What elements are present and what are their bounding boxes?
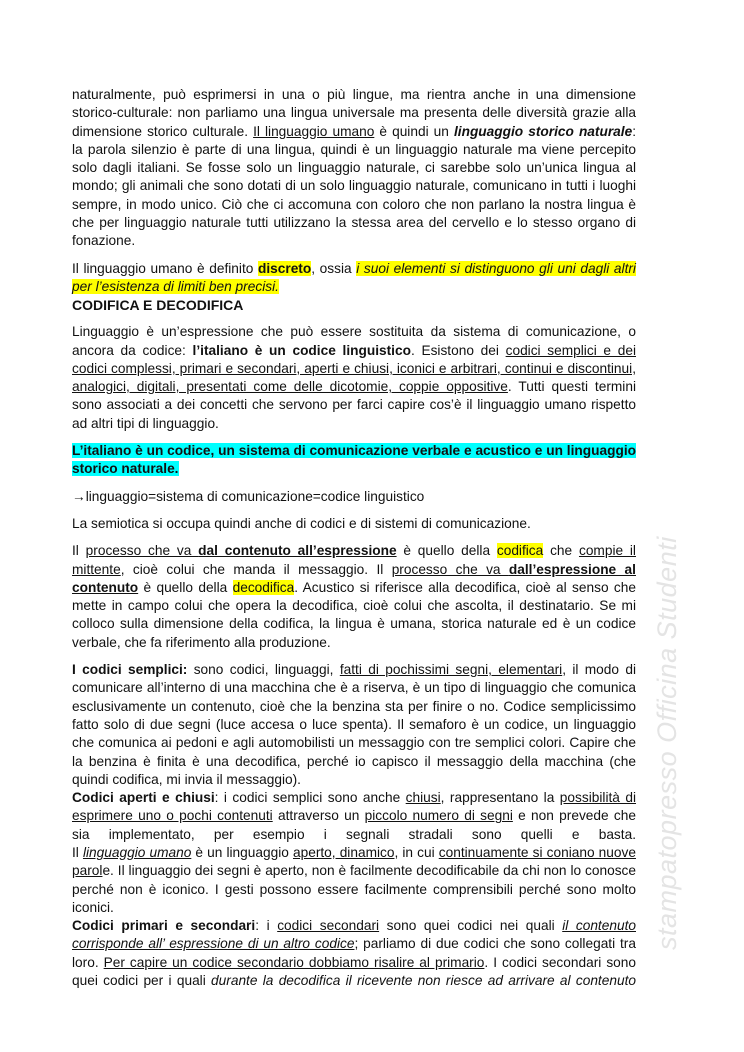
text-run: codici semplici e dei codici complessi, primari e secondari, aperti e chiusi, iconici e arbitrari, continui e discontinui, analogici, digitali, presentati come delle dicotomie, coppie oppositive xyxy=(72,342,636,395)
text-run: Il xyxy=(72,844,83,860)
text-run: dal contenuto all’espressione xyxy=(198,543,397,559)
text-run: naturalmente, può esprimersi in una o più lingue, ma rientra anche in una dimensione storico-culturale: non parliamo una lingua universale ma presenta delle diversità grazie alla dimensione storico culturale. xyxy=(72,87,636,139)
text-run: processo che va xyxy=(391,561,509,577)
text-run: linguaggio umano xyxy=(82,844,192,860)
text-run: . I codici secondari sono quei codici per i quali xyxy=(72,954,636,989)
text-run: compie il mittente xyxy=(72,543,636,577)
text-run: codici secondari xyxy=(277,918,380,934)
text-run: processo che va xyxy=(85,543,199,559)
highlighted-text: discreto xyxy=(257,260,312,276)
watermark: stampatopresso Officina Studenti xyxy=(652,536,682,950)
highlighted-text: decodifica xyxy=(232,579,295,595)
text-run: Il linguaggio umano xyxy=(253,123,375,139)
text-run: , il modo di comunicare all’interno di una macchina che è a riserva, è un tipo di linguaggio che comunica esclusivamente un contenuto, cioè che la benzina sta per finire o no. Codice semplicissimo fatto solo di due segni (luce accesa o luce spenta). Il semaforo è un codice, un linguaggio che comunica ai pedoni e agli automobilisti un messaggio con tre semplici colori. Capire che la benzina è finita è una decodifica, perché io capisco il messaggio della macchina (che quindi codifica, mi invia il messaggio). xyxy=(72,662,637,787)
text-run: . Esistono dei xyxy=(410,342,506,358)
text-run: e non prevede che sia implementato, per esempio i segnali stradali sono quelli e basta. xyxy=(72,808,636,842)
text-run: attraverso un xyxy=(272,808,365,824)
text-run: , ossia xyxy=(311,260,357,276)
text-run: è quello della xyxy=(138,579,233,595)
paragraph xyxy=(72,542,636,652)
text-run: è quello della xyxy=(396,543,497,559)
paragraph xyxy=(72,789,636,844)
text-run: aperto, dinamico xyxy=(292,844,395,860)
paragraph xyxy=(72,86,636,251)
text-run: linguaggio storico naturale xyxy=(453,123,633,139)
text-run: e. Il linguaggio dei segni è aperto, non è facilmente decodificabile da chi non lo conosce perché non è iconico. I gesti possono essere facilmente comprensibili perché sono molto iconici. xyxy=(72,863,636,915)
text-run: Per capire un codice secondario dobbiamo risalire al primario xyxy=(103,954,485,970)
paragraph xyxy=(72,844,636,917)
text-run: , in cui xyxy=(394,844,439,860)
highlighted-text: codifica xyxy=(496,543,544,559)
text-run: chiusi xyxy=(405,790,441,806)
text-run: Il xyxy=(72,543,86,559)
text-run: il contenuto corrisponde all’ espressione di un altro codice xyxy=(72,918,636,952)
text-run: dall’espressione al contenuto xyxy=(72,561,636,595)
text-run: →linguaggio=sistema di comunicazione=codice linguistico xyxy=(72,488,425,504)
paragraph xyxy=(72,323,636,433)
text-run: continuamente si coniano nuove parol xyxy=(72,844,636,879)
paragraph xyxy=(72,260,636,297)
paragraph xyxy=(72,442,636,479)
text-run: : la parola silenzio è parte di una lingua, quindi è un linguaggio naturale ma viene percepito solo dagli italiani. Se fosse solo un linguaggio naturale, ci sarebbe solo un’unica lingua al mondo; gli animali che sono dotati di un solo linguaggio naturale, comunicano in tutti i luoghi sempre, in modo unico. Ciò che ci accomuna con coloro che non parlano la nostra lingua è che per linguaggio naturale tutti utilizzano la stessa area del cervello e lo stesso organo di fonazione. xyxy=(72,123,637,249)
text-run: l’italiano è un codice linguistico xyxy=(192,342,411,358)
paragraph xyxy=(72,661,636,789)
text-run: . Acustico si riferisce alla decodifica, cioè al senso che mette in campo colui che opera la decodifica, cioè colui che ascolta, il destinatario. Se mi colloco sulla dimensione della codifica, la lingua è umana, storica naturale ed è un codice verbale, che fa riferimento alla produzione. xyxy=(72,579,636,650)
paragraph xyxy=(72,515,636,533)
text-run: : i codici semplici sono anche xyxy=(214,790,406,806)
text-run: CODIFICA E DECODIFICA xyxy=(72,297,244,314)
text-run: . Tutti questi termini sono associati a dei concetti che servono per farci capire cos’è il linguaggio umano rispetto ad altri tipi di linguaggio. xyxy=(72,379,636,431)
document-page xyxy=(72,86,636,990)
highlighted-text: L’italiano è un codice, un sistema di comunicazione verbale e acustico e un linguaggio storico naturale. xyxy=(72,443,636,477)
text-run: Il linguaggio umano è definito xyxy=(72,260,258,276)
text-run: Linguaggio è un’espressione che può essere sostituita da sistema di comunicazione, o ancora da codice: xyxy=(72,324,636,358)
text-run: sono codici, linguaggi, xyxy=(187,662,340,678)
text-run: sono quei codici nei quali xyxy=(379,918,563,934)
text-run: I codici semplici: xyxy=(72,662,188,678)
text-run: , cioè colui che manda il messaggio. Il xyxy=(120,561,392,577)
text-run: è quindi un xyxy=(374,123,454,139)
text-run: Codici aperti e chiusi xyxy=(72,790,215,806)
text-run: è un linguaggio xyxy=(191,844,293,860)
text-run: : i xyxy=(255,918,278,934)
section-heading xyxy=(72,296,636,314)
paragraph xyxy=(72,488,636,506)
text-run: piccolo numero di segni xyxy=(364,808,513,824)
text-run: La semiotica si occupa quindi anche di codici e di sistemi di comunicazione. xyxy=(72,515,531,531)
text-run: ; parliamo di due codici che sono collegati tra loro. xyxy=(72,936,636,970)
text-run: Codici primari e secondari xyxy=(72,918,256,934)
text-run: possibilità di esprimere uno o pochi contenuti xyxy=(72,790,637,824)
paragraph xyxy=(72,917,636,990)
text-run: , rappresentano la xyxy=(440,790,560,806)
text-run: durante la decodifica il ricevente non riesce ad arrivare al contenuto xyxy=(211,973,636,989)
highlighted-text: i suoi elementi si distinguono gli uni dagli altri per l’esistenza di limiti ben precisi. xyxy=(72,260,636,294)
text-run: fatti di pochissimi segni, elementari xyxy=(339,662,563,678)
text-run: che xyxy=(543,543,579,559)
